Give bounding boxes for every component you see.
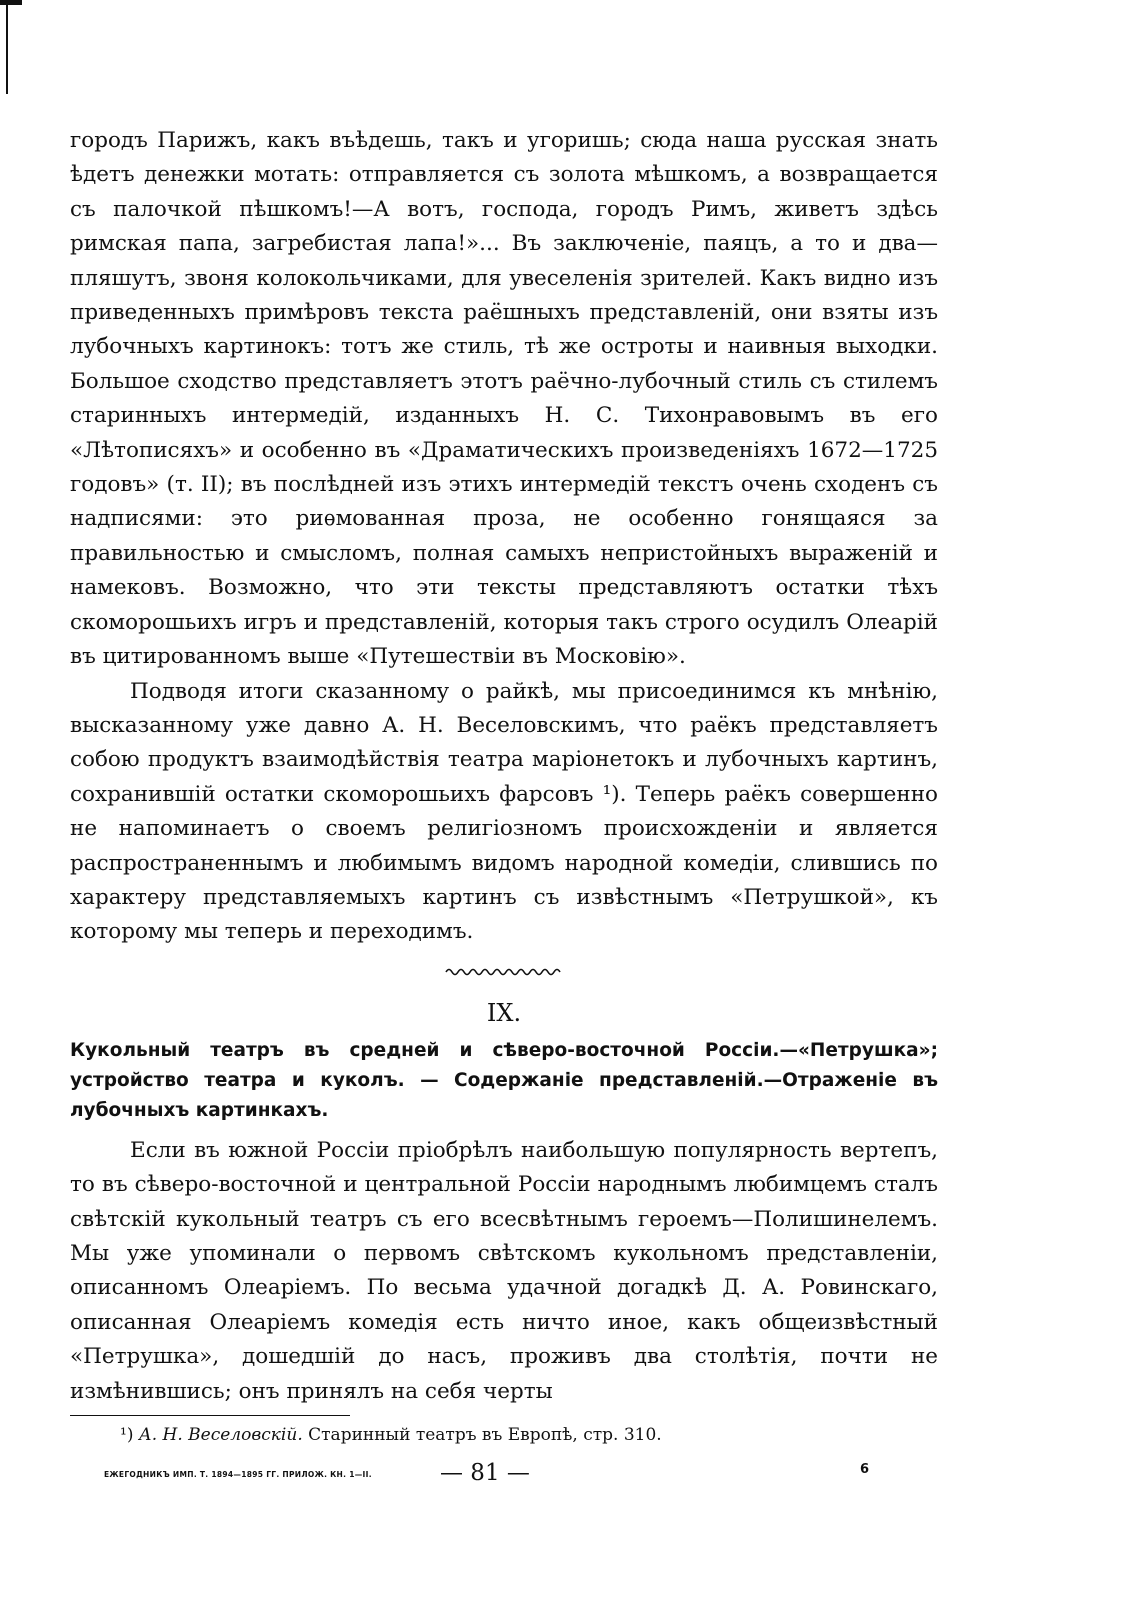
footnote-rule (70, 1415, 350, 1416)
section-paragraph: Если въ южной Россіи пріобрѣлъ наибольшую популярность вертепъ, то въ сѣверо-восточной и центральной Россіи народнымъ любимцемъ сталъ свѣтскій кукольный театръ съ его всесвѣтнымъ героемъ—Полишинелемъ. Мы уже упоминали о первомъ свѣтскомъ кукольномъ представленіи, описанномъ Олеаріемъ. По весьма удачной догадкѣ Д. А. Ровинскаго, описанная Олеаріемъ комедія есть ничто иное, какъ общеизвѣстный «Петрушка», дошедшій до насъ, проживъ два столѣтія, почти не измѣнившись; онъ принялъ на себя черты (70, 1137, 938, 1404)
footnote-author: А. Н. Веселовскій. (138, 1425, 303, 1445)
page-number: — 81 — (440, 1460, 530, 1486)
scan-edge-mark-top (0, 0, 22, 5)
section-summary: Кукольный театръ въ средней и сѣверо-восточной Россіи.—«Петрушка»; устройство театра и куколъ. — Содержаніе представленій.—Отраженіе въ лубочныхъ картинкахъ. (70, 1039, 938, 1121)
footer-imprint: ЕЖЕГОДНИКЪ ИМП. Т. 1894—1895 ГГ. ПРИЛОЖ. КН. 1—II. (104, 1470, 372, 1479)
body-paragraph-2: Подводя итоги сказанному о райкѣ, мы присоединимся къ мнѣнію, высказанному уже давно А. Н. Веселовскимъ, что раёкъ представляетъ собою продуктъ взаимодѣйствія театра маріонетокъ и лубочныхъ картинъ, сохранившій остатки скоморошьихъ фарсовъ ¹). Теперь раёкъ совершенно не напоминаетъ о своемъ религіозномъ происхожденіи и является распространеннымъ и любимымъ видомъ народной комедіи, слившись по характеру представляемыхъ картинъ съ извѣстнымъ «Петрушкой», къ которому мы теперь и переходимъ. (70, 678, 938, 945)
body-paragraph-1: городъ Парижъ, какъ въѣдешь, такъ и угоришь; сюда наша русская знать ѣдетъ денежки мотать: отправляется съ золота мѣшкомъ, а возвращается съ палочкой пѣшкомъ!—А вотъ, господа, городъ Римъ, живетъ здѣсь римская папа, загребистая лапа!»... Въ заключеніе, паяцъ, а то и два—пляшутъ, звоня колокольчиками, для увеселенія зрителей. Какъ видно изъ приведенныхъ примѣровъ текста раёшныхъ представленій, они взяты изъ лубочныхъ картинокъ: тотъ же стиль, тѣ же остроты и наивныя выходки. Большое сходство представляетъ этотъ раёчно-лубочный стиль съ стилемъ старинныхъ интермедій, изданныхъ Н. С. Тихонравовымъ въ его «Лѣтописяхъ» и особенно въ «Драматическихъ произведеніяхъ 1672—1725 годовъ» (т. II); въ послѣдней изъ этихъ интермедій текстъ очень сходенъ съ надписями: это риѳмованная проза, не особенно гонящаяся за правильностью и смысломъ, полная самыхъ непристойныхъ выраженій и намековъ. Возможно, что эти тексты представляютъ остатки тѣхъ скоморошьихъ игръ и представленій, которыя такъ строго осудилъ Олеарій въ цитированномъ выше «Путешествіи въ Московію». (70, 128, 938, 670)
footnote-marker: ¹) (120, 1425, 134, 1445)
page-footer (70, 1460, 938, 1496)
footnote (120, 1422, 938, 1448)
footnote-text: Старинный театръ въ Европѣ, стр. 310. (308, 1425, 662, 1445)
page-content (70, 124, 938, 1496)
printer-signature: 6 (860, 1462, 870, 1477)
section-divider-ornament (70, 964, 938, 984)
section-number: IX. (486, 998, 522, 1027)
scan-edge-mark-left (6, 4, 8, 94)
